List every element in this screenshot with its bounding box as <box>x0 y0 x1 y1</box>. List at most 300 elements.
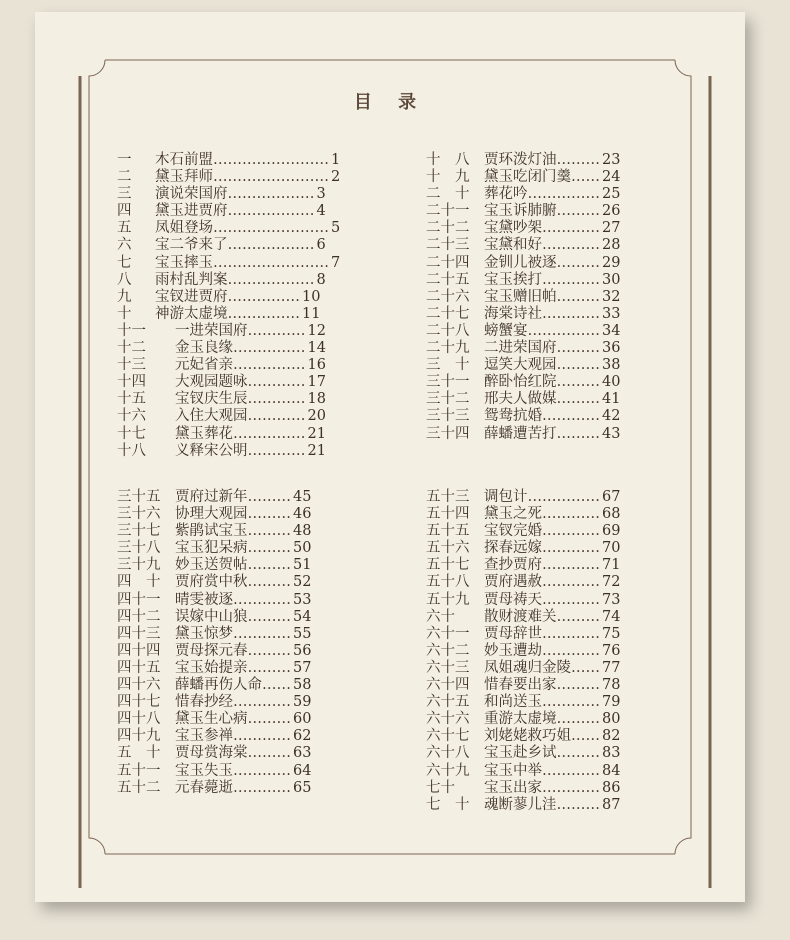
chapter-title: 协理大观园 <box>175 506 248 523</box>
toc-entry[interactable] <box>117 711 311 728</box>
chapter-number: 三十六 <box>117 506 161 523</box>
toc-entry[interactable] <box>117 763 311 780</box>
toc-entry[interactable] <box>426 237 620 254</box>
page-number: 38 <box>602 357 621 374</box>
page-number: 4 <box>316 203 326 220</box>
toc-entry[interactable] <box>426 220 620 237</box>
chapter-title: 和尚送玉 <box>484 694 542 711</box>
page-number: 70 <box>602 540 621 557</box>
toc-entry[interactable] <box>117 523 311 540</box>
chapter-number: 五 十 <box>117 745 161 762</box>
page-number: 56 <box>293 642 312 659</box>
page-number: 86 <box>602 779 621 796</box>
chapter-number: 二十二 <box>426 220 470 237</box>
toc-entry[interactable] <box>117 677 311 694</box>
leader-dots: …………… <box>227 305 300 322</box>
chapter-title: 散财渡难关 <box>484 608 557 625</box>
leader-dots: ………… <box>233 694 291 711</box>
page-number: 2 <box>331 169 341 186</box>
toc-entry[interactable] <box>117 306 340 323</box>
chapter-number: 六十四 <box>426 677 470 694</box>
chapter-number: 四十四 <box>117 642 161 659</box>
chapter-title: 黛玉拜师 <box>155 169 213 186</box>
toc-entry[interactable] <box>117 609 311 626</box>
toc-entry[interactable] <box>426 557 620 574</box>
toc-entry[interactable] <box>117 357 340 374</box>
page-number: 52 <box>293 574 312 591</box>
leader-dots: ……… <box>556 796 600 813</box>
chapter-number: 三 <box>117 186 132 203</box>
page-number: 11 <box>302 305 321 322</box>
chapter-title: 晴雯被逐 <box>175 591 233 608</box>
toc-entry[interactable] <box>117 340 340 357</box>
chapter-title: 贾母祷天 <box>484 591 542 608</box>
chapter-title: 二进荣国府 <box>484 340 557 357</box>
chapter-number: 五十一 <box>117 762 161 779</box>
chapter-title: 宝黛吵架 <box>484 220 542 237</box>
leader-dots: ……… <box>247 659 291 676</box>
toc-entry[interactable] <box>117 255 340 272</box>
chapter-title: 惜春要出家 <box>484 677 557 694</box>
leader-dots: ………… <box>542 540 600 557</box>
leader-dots: ………… <box>542 271 600 288</box>
page-number: 18 <box>307 391 326 408</box>
leader-dots: ……… <box>247 489 291 505</box>
chapter-title: 宝玉赠旧帕 <box>484 288 557 305</box>
chapter-title: 贾母赏海棠 <box>175 745 248 762</box>
page-number: 24 <box>602 169 621 186</box>
toc-entry[interactable] <box>426 592 620 609</box>
chapter-title: 紫鹃试宝玉 <box>175 523 248 540</box>
chapter-number: 一 <box>117 152 132 168</box>
page-number: 63 <box>293 745 312 762</box>
chapter-number: 二十九 <box>426 340 470 357</box>
leader-dots: ……… <box>247 540 291 557</box>
page-number: 36 <box>602 340 621 357</box>
toc-entry[interactable] <box>117 626 311 643</box>
chapter-title: 宝玉犯呆病 <box>175 540 248 557</box>
toc-entry[interactable] <box>426 574 620 591</box>
chapter-number: 十五 <box>117 391 146 408</box>
chapter-number: 四 <box>117 203 132 220</box>
leader-dots: ………… <box>542 625 600 642</box>
toc-entry[interactable] <box>117 272 340 289</box>
leader-dots: ……… <box>556 745 600 762</box>
page-number: 72 <box>602 574 621 591</box>
toc-entry[interactable] <box>426 489 620 506</box>
toc-entry[interactable] <box>117 443 340 460</box>
page-number: 45 <box>293 489 312 505</box>
chapter-number: 二十四 <box>426 254 470 271</box>
leader-dots: …………………… <box>213 220 329 237</box>
chapter-title: 元妃省亲 <box>175 357 233 374</box>
chapter-title: 黛玉生心病 <box>175 711 248 728</box>
leader-dots: …………… <box>233 340 306 357</box>
chapter-title: 螃蟹宴 <box>484 322 528 339</box>
page-number: 79 <box>602 694 621 711</box>
toc-entry[interactable] <box>117 186 340 203</box>
leader-dots: ………… <box>233 591 291 608</box>
leader-dots: ………… <box>542 642 600 659</box>
chapter-number: 五十八 <box>426 574 470 591</box>
toc-entry[interactable] <box>426 609 620 626</box>
chapter-number: 七 <box>117 254 132 271</box>
leader-dots: ………… <box>247 374 306 391</box>
page-title: 目 录 <box>353 92 427 113</box>
chapter-number: 十四 <box>117 374 146 391</box>
toc-entry[interactable] <box>426 626 620 643</box>
chapter-title: 魂断蓼儿洼 <box>484 796 557 813</box>
toc-entry[interactable] <box>426 728 620 745</box>
chapter-number: 七十 <box>426 779 455 796</box>
toc-entry[interactable] <box>426 797 620 814</box>
chapter-title: 金钏儿被逐 <box>484 254 557 271</box>
leader-dots: ……… <box>247 557 291 574</box>
page-number: 62 <box>293 728 312 745</box>
page-number: 84 <box>602 762 621 779</box>
toc-entry[interactable] <box>117 694 311 711</box>
chapter-number: 二 <box>117 169 132 186</box>
toc-column-top-left <box>117 152 340 460</box>
toc-entry[interactable] <box>426 506 620 523</box>
toc-entry[interactable] <box>426 306 620 323</box>
chapter-number: 二十七 <box>426 305 470 322</box>
page-number: 26 <box>602 203 621 220</box>
leader-dots: ……… <box>556 357 600 374</box>
chapter-number: 六十五 <box>426 694 470 711</box>
toc-entry[interactable] <box>117 489 311 506</box>
toc-entry[interactable] <box>117 643 311 660</box>
toc-entry[interactable] <box>426 643 620 660</box>
chapter-number: 三十二 <box>426 391 470 408</box>
leader-dots: …… <box>571 659 600 676</box>
page-number: 21 <box>307 442 326 459</box>
toc-entry[interactable] <box>117 592 311 609</box>
leader-dots: …………… <box>233 425 306 442</box>
page-number: 43 <box>602 425 621 442</box>
chapter-title: 海棠诗社 <box>484 305 542 322</box>
leader-dots: …… <box>571 728 600 745</box>
chapter-number: 六十二 <box>426 642 470 659</box>
page-number: 64 <box>293 762 312 779</box>
chapter-title: 宝玉参禅 <box>175 728 233 745</box>
toc-entry[interactable] <box>426 289 620 306</box>
page-number: 69 <box>602 523 621 540</box>
chapter-number: 五十二 <box>117 779 161 796</box>
chapter-number: 六十六 <box>426 711 470 728</box>
leader-dots: ……………… <box>227 237 315 254</box>
page-number: 33 <box>602 305 621 322</box>
chapter-number: 六十九 <box>426 762 470 779</box>
toc-entry[interactable] <box>426 374 620 391</box>
chapter-title: 妙玉遭劫 <box>484 642 542 659</box>
chapter-number: 三十八 <box>117 540 161 557</box>
leader-dots: ………… <box>542 591 600 608</box>
chapter-title: 宝玉失玉 <box>175 762 233 779</box>
chapter-number: 六十八 <box>426 745 470 762</box>
chapter-title: 黛玉之死 <box>484 506 542 523</box>
chapter-title: 黛玉吃闭门羹 <box>484 169 571 186</box>
toc-entry[interactable] <box>426 391 620 408</box>
chapter-number: 五十九 <box>426 591 470 608</box>
leader-dots: …………… <box>527 322 600 339</box>
page-number: 25 <box>602 186 621 203</box>
leader-dots: ………… <box>247 442 306 459</box>
leader-dots: ………… <box>542 237 600 254</box>
page-number: 67 <box>602 489 621 505</box>
chapter-title: 黛玉进贾府 <box>155 203 228 220</box>
toc-entry[interactable] <box>117 391 340 408</box>
chapter-title: 葬花吟 <box>484 186 528 203</box>
leader-dots: ……… <box>247 506 291 523</box>
toc-entry[interactable] <box>426 711 620 728</box>
page-number: 54 <box>293 608 312 625</box>
toc-column-bottom-right <box>426 489 620 814</box>
toc-entry[interactable] <box>117 506 311 523</box>
leader-dots: ……… <box>556 425 600 442</box>
chapter-title: 调包计 <box>484 489 528 505</box>
leader-dots: ……… <box>247 745 291 762</box>
chapter-number: 四十五 <box>117 659 161 676</box>
chapter-title: 一进荣国府 <box>175 322 248 339</box>
chapter-number: 六十一 <box>426 625 470 642</box>
toc-entry[interactable] <box>426 677 620 694</box>
toc-entry[interactable] <box>117 728 311 745</box>
leader-dots: ……… <box>556 391 600 408</box>
toc-entry[interactable] <box>426 186 620 203</box>
page-number: 10 <box>302 288 321 305</box>
toc-entry[interactable] <box>426 763 620 780</box>
toc-entry[interactable] <box>117 203 340 220</box>
toc-entry[interactable] <box>426 272 620 289</box>
page-number: 82 <box>602 728 621 745</box>
chapter-title: 惜春抄经 <box>175 694 233 711</box>
toc-entry[interactable] <box>117 780 311 797</box>
leader-dots: ……… <box>247 574 291 591</box>
leader-dots: ……… <box>556 152 600 168</box>
page-number: 16 <box>307 357 326 374</box>
page-number: 5 <box>331 220 341 237</box>
chapter-title: 宝玉摔玉 <box>155 254 213 271</box>
leader-dots: …… <box>571 169 600 186</box>
page-number: 17 <box>307 374 326 391</box>
toc-entry[interactable] <box>117 540 311 557</box>
toc-entry[interactable] <box>117 426 340 443</box>
page-number: 29 <box>602 254 621 271</box>
page-number: 76 <box>602 642 621 659</box>
chapter-title: 元春薨逝 <box>175 779 233 796</box>
chapter-title: 贾府赏中秋 <box>175 574 248 591</box>
toc-entry[interactable] <box>117 374 340 391</box>
toc-entry[interactable] <box>117 745 311 762</box>
leader-dots: …………… <box>227 288 300 305</box>
book-page <box>35 12 745 902</box>
leader-dots: …… <box>262 677 291 694</box>
chapter-number: 四十二 <box>117 608 161 625</box>
chapter-title: 误嫁中山狼 <box>175 608 248 625</box>
toc-entry[interactable] <box>426 169 620 186</box>
toc-entry[interactable] <box>426 540 620 557</box>
chapter-number: 四十三 <box>117 625 161 642</box>
chapter-title: 逗笑大观园 <box>484 357 557 374</box>
toc-entry[interactable] <box>426 426 620 443</box>
chapter-title: 贾府过新年 <box>175 489 248 505</box>
toc-entry[interactable] <box>426 203 620 220</box>
chapter-title: 黛玉惊梦 <box>175 625 233 642</box>
leader-dots: ……………… <box>227 203 315 220</box>
toc-entry[interactable] <box>117 169 340 186</box>
chapter-number: 五十五 <box>426 523 470 540</box>
chapter-number: 六十三 <box>426 659 470 676</box>
page-number: 51 <box>293 557 312 574</box>
toc-entry[interactable] <box>426 745 620 762</box>
chapter-title: 醉卧怡红院 <box>484 374 557 391</box>
chapter-number: 二十一 <box>426 203 470 220</box>
toc-entry[interactable] <box>426 357 620 374</box>
toc-entry[interactable] <box>117 557 311 574</box>
page-number: 65 <box>293 779 312 796</box>
leader-dots: …………… <box>527 489 600 505</box>
page-number: 28 <box>602 237 621 254</box>
toc-entry[interactable] <box>426 152 620 169</box>
chapter-title: 宝钗完婚 <box>484 523 542 540</box>
chapter-title: 凤姐魂归金陵 <box>484 659 571 676</box>
toc-entry[interactable] <box>117 660 311 677</box>
chapter-number: 六十七 <box>426 728 470 745</box>
chapter-title: 薛蟠遭苦打 <box>484 425 557 442</box>
page-number: 55 <box>293 625 312 642</box>
toc-entry[interactable] <box>426 340 620 357</box>
chapter-title: 邢夫人做媒 <box>484 391 557 408</box>
chapter-number: 二十三 <box>426 237 470 254</box>
chapter-number: 三十五 <box>117 489 161 505</box>
chapter-title: 宝二爷来了 <box>155 237 228 254</box>
chapter-title: 大观园题咏 <box>175 374 248 391</box>
page-number: 60 <box>293 711 312 728</box>
chapter-title: 凤姐登场 <box>155 220 213 237</box>
leader-dots: …………… <box>527 186 600 203</box>
page-number: 71 <box>602 557 621 574</box>
page-number: 58 <box>293 677 312 694</box>
toc-entry[interactable] <box>117 574 311 591</box>
leader-dots: ……………… <box>227 186 315 203</box>
leader-dots: ……… <box>247 523 291 540</box>
leader-dots: ………… <box>542 506 600 523</box>
leader-dots: ………… <box>542 694 600 711</box>
toc-entry[interactable] <box>117 408 340 425</box>
page-number: 48 <box>293 523 312 540</box>
chapter-number: 十二 <box>117 340 146 357</box>
chapter-title: 刘姥姥救巧姐 <box>484 728 571 745</box>
chapter-title: 宝玉中举 <box>484 762 542 779</box>
page-number: 32 <box>602 288 621 305</box>
chapter-number: 六 <box>117 237 132 254</box>
page-number: 3 <box>316 186 326 203</box>
chapter-number: 三十一 <box>426 374 470 391</box>
chapter-title: 金玉良缘 <box>175 340 233 357</box>
leader-dots: ………… <box>542 408 600 425</box>
chapter-title: 义释宋公明 <box>175 442 248 459</box>
toc-entry[interactable] <box>117 289 340 306</box>
chapter-number: 三十三 <box>426 408 470 425</box>
toc-entry[interactable] <box>426 523 620 540</box>
chapter-number: 四 十 <box>117 574 161 591</box>
chapter-number: 三十七 <box>117 523 161 540</box>
leader-dots: ……… <box>556 608 600 625</box>
toc-entry[interactable] <box>117 220 340 237</box>
chapter-title: 宝玉诉肺腑 <box>484 203 557 220</box>
page-number: 20 <box>307 408 326 425</box>
chapter-title: 查抄贾府 <box>484 557 542 574</box>
chapter-title: 贾环泼灯油 <box>484 152 557 168</box>
leader-dots: ……… <box>556 254 600 271</box>
chapter-title: 妙玉送贺帖 <box>175 557 248 574</box>
page-number: 87 <box>602 796 621 813</box>
leader-dots: ………… <box>233 625 291 642</box>
chapter-title: 宝玉挨打 <box>484 271 542 288</box>
leader-dots: ………… <box>542 523 600 540</box>
chapter-number: 十八 <box>117 442 146 459</box>
leader-dots: ……… <box>556 711 600 728</box>
chapter-number: 十 <box>117 305 132 322</box>
page-number: 14 <box>307 340 326 357</box>
page-number: 40 <box>602 374 621 391</box>
toc-entry[interactable] <box>426 323 620 340</box>
chapter-title: 神游太虚境 <box>155 305 228 322</box>
page-number: 23 <box>602 152 621 168</box>
toc-entry[interactable] <box>426 660 620 677</box>
toc-entry[interactable] <box>426 408 620 425</box>
page-number: 75 <box>602 625 621 642</box>
page-number: 80 <box>602 711 621 728</box>
toc-entry[interactable] <box>117 152 340 169</box>
chapter-title: 黛玉葬花 <box>175 425 233 442</box>
toc-entry[interactable] <box>117 323 340 340</box>
chapter-number: 四十九 <box>117 728 161 745</box>
page-number: 30 <box>602 271 621 288</box>
toc-entry[interactable] <box>426 694 620 711</box>
chapter-number: 九 <box>117 288 132 305</box>
chapter-title: 贾母探元春 <box>175 642 248 659</box>
toc-entry[interactable] <box>426 780 620 797</box>
chapter-title: 鸳鸯抗婚 <box>484 408 542 425</box>
toc-entry[interactable] <box>426 255 620 272</box>
leader-dots: ………… <box>233 728 291 745</box>
toc-column-top-right <box>426 152 620 443</box>
page-number: 34 <box>602 322 621 339</box>
page-number: 73 <box>602 591 621 608</box>
page-number: 27 <box>602 220 621 237</box>
chapter-number: 二十八 <box>426 322 470 339</box>
leader-dots: ………… <box>233 779 291 796</box>
chapter-title: 贾母辞世 <box>484 625 542 642</box>
toc-entry[interactable] <box>117 237 340 254</box>
leader-dots: …………… <box>233 357 306 374</box>
chapter-number: 二十五 <box>426 271 470 288</box>
page-number: 68 <box>602 506 621 523</box>
page-number: 59 <box>293 694 312 711</box>
page-number: 42 <box>602 408 621 425</box>
page-number: 41 <box>602 391 621 408</box>
chapter-title: 宝钗进贾府 <box>155 288 228 305</box>
leader-dots: …………………… <box>213 254 329 271</box>
chapter-number: 七 十 <box>426 796 470 813</box>
page-number: 74 <box>602 608 621 625</box>
toc-column-bottom-left <box>117 489 311 797</box>
page-number: 1 <box>331 152 341 168</box>
leader-dots: ………… <box>542 220 600 237</box>
leader-dots: ………… <box>542 574 600 591</box>
